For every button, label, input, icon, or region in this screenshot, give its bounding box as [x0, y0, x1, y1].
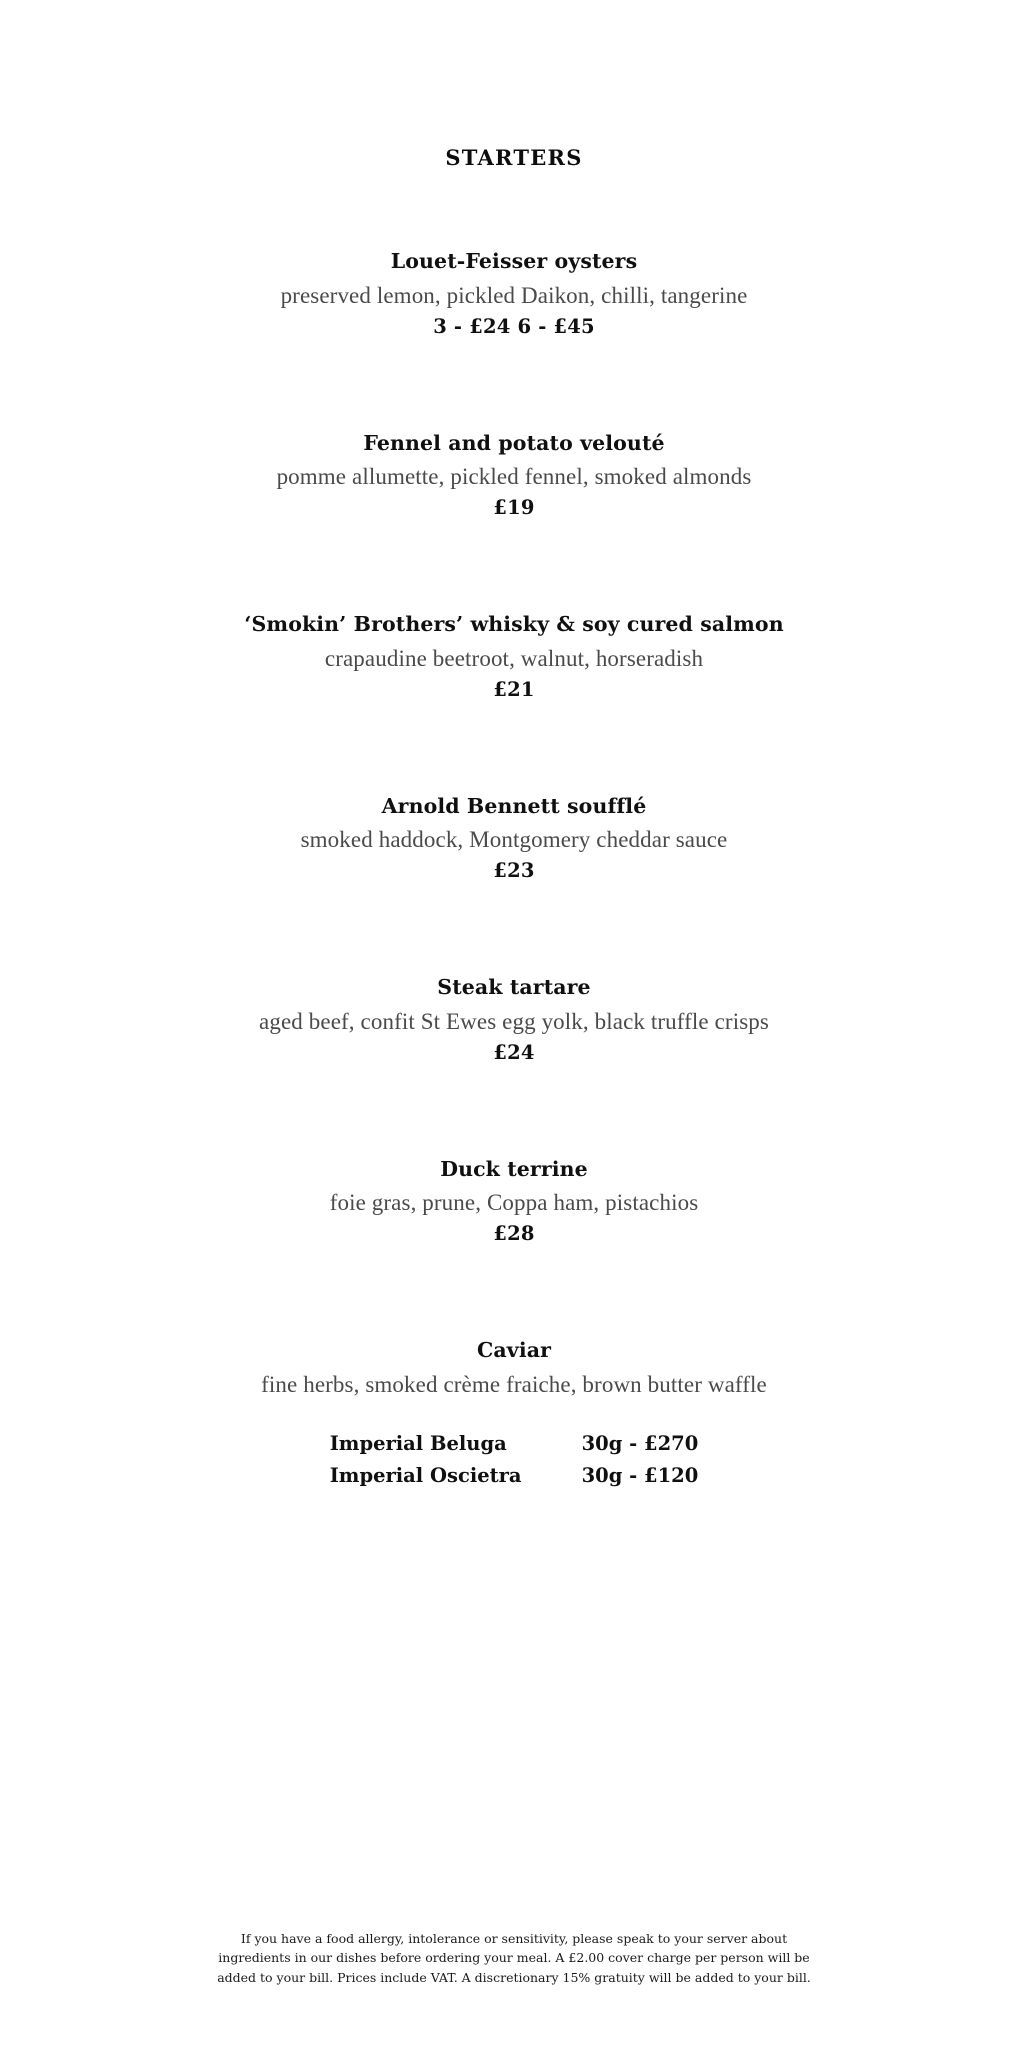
- dish-description: pomme allumette, pickled fennel, smoked almonds: [276, 464, 752, 490]
- dish-name: Arnold Bennett soufflé: [381, 793, 647, 818]
- menu-page: [0, 145, 1028, 2059]
- list-item: [0, 1156, 1028, 1246]
- list-item: [0, 248, 1028, 338]
- dish-price: £24: [493, 1040, 535, 1064]
- dish-name: Steak tartare: [437, 975, 591, 1000]
- allergy-notice-line: If you have a food allergy, intolerance or sensitivity, please speak to your server about: [240, 1930, 788, 1946]
- dish-list: [0, 248, 1028, 1492]
- list-item: [0, 430, 1028, 520]
- caviar-options: [0, 1428, 1028, 1493]
- dish-description: aged beef, confit St Ewes egg yolk, black truffle crisps: [259, 1008, 769, 1034]
- dish-price: £28: [493, 1222, 535, 1246]
- allergy-notice-line: ingredients in our dishes before ordering your meal. A £2.00 cover charge per person will be: [218, 1950, 810, 1966]
- allergy-notice: [0, 1929, 1028, 1987]
- dish-description: smoked haddock, Montgomery cheddar sauce: [300, 827, 728, 853]
- table-row: [330, 1460, 699, 1492]
- dish-price: £23: [493, 859, 535, 883]
- caviar-price-table: [330, 1428, 699, 1493]
- dish-name: Caviar: [477, 1338, 551, 1363]
- dish-description: fine herbs, smoked crème fraiche, brown butter waffle: [261, 1372, 767, 1398]
- dish-price: £21: [493, 677, 535, 701]
- caviar-option-label: Imperial Oscietra: [329, 1464, 522, 1488]
- list-item: [0, 793, 1028, 883]
- dish-name: Fennel and potato velouté: [363, 430, 665, 455]
- list-item: [0, 974, 1028, 1064]
- dish-price: 3 - £24 6 - £45: [433, 314, 595, 338]
- dish-description: crapaudine beetroot, walnut, horseradish: [324, 645, 704, 671]
- dish-price: £19: [493, 496, 535, 520]
- allergy-notice-line: added to your bill. Prices include VAT. A discretionary 15% gratuity will be added to your bill.: [217, 1969, 811, 1985]
- dish-description: preserved lemon, pickled Daikon, chilli, tangerine: [280, 282, 748, 308]
- table-row: [330, 1428, 699, 1460]
- page-title: STARTERS: [445, 145, 583, 170]
- dish-name: Duck terrine: [440, 1156, 588, 1181]
- dish-name: Louet-Feisser oysters: [390, 249, 638, 273]
- dish-name: ‘Smokin’ Brothers’ whisky & soy cured salmon: [244, 612, 784, 637]
- dish-description: foie gras, prune, Coppa ham, pistachios: [329, 1190, 699, 1216]
- caviar-option-label: Imperial Beluga: [329, 1431, 507, 1455]
- list-item: [0, 611, 1028, 701]
- list-item: [0, 1337, 1028, 1492]
- caviar-option-price: 30g - £270: [581, 1431, 699, 1455]
- caviar-option-price: 30g - £120: [581, 1464, 699, 1488]
